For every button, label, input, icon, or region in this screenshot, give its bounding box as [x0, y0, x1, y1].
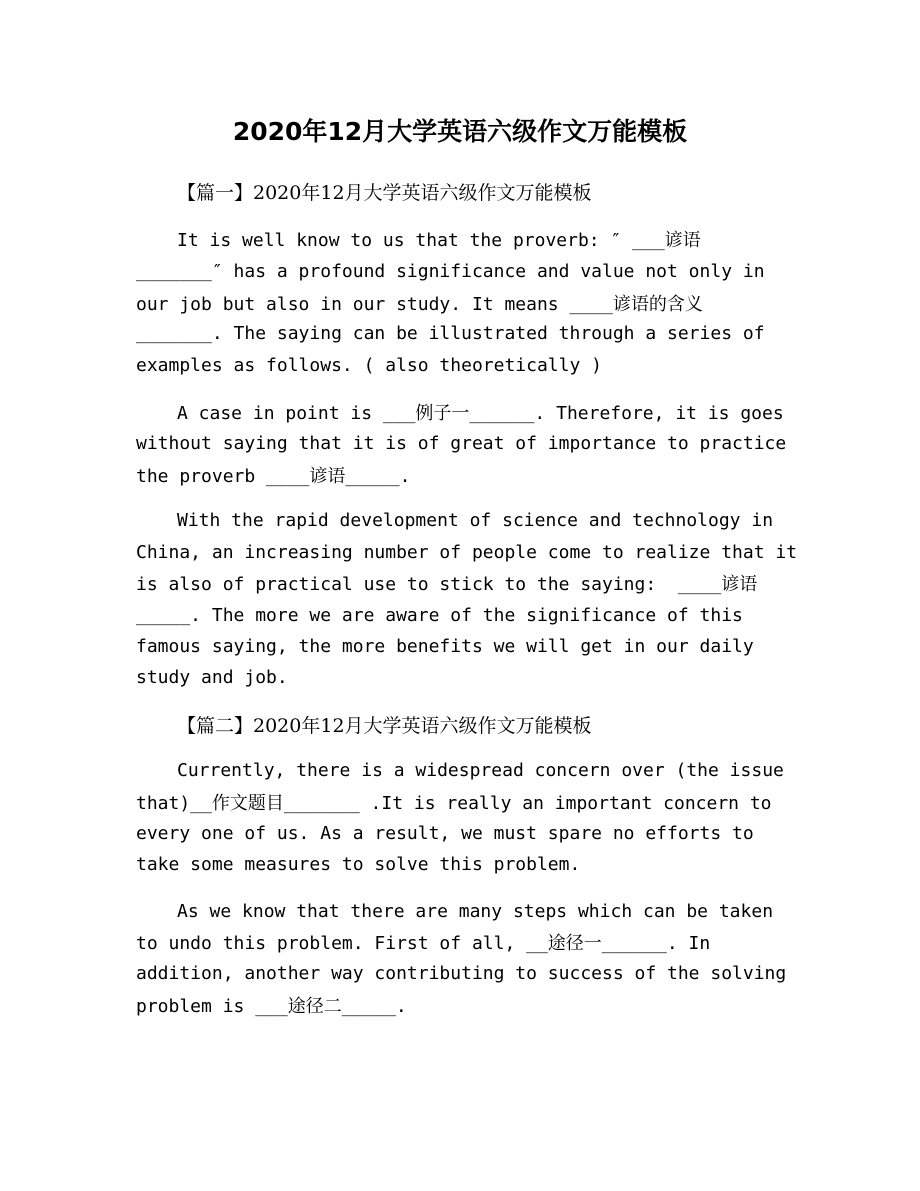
paragraph-line: _______. The saying can be illustrated through a series of [136, 323, 765, 344]
section-heading: 【篇一】2020年12月大学英语六级作文万能模板 [177, 182, 592, 204]
paragraph-line: every one of us. As a result, we must spare no efforts to [136, 823, 754, 844]
paragraph-line: the proverb ____谚语_____. [136, 466, 411, 487]
section-heading: 【篇二】2020年12月大学英语六级作文万能模板 [177, 715, 592, 737]
paragraph-line: With the rapid development of science and technology in [177, 510, 774, 531]
paragraph-line: without saying that it is of great of importance to practice [136, 433, 787, 454]
paragraph-line: Currently, there is a widespread concern over (the issue [177, 760, 784, 781]
paragraph-line: that)__作文题目_______ .It is really an important concern to [136, 793, 772, 814]
paragraph-line: _______″ has a profound significance and value not only in [136, 261, 765, 282]
paragraph-line: problem is ___途径二_____. [136, 996, 407, 1017]
paragraph-line: study and job. [136, 667, 288, 688]
paragraph-line: _____. The more we are aware of the significance of this [136, 605, 743, 626]
paragraph-line: addition, another way contributing to success of the solving [136, 963, 787, 984]
document-title: 2020年12月大学英语六级作文万能模板 [232, 117, 688, 146]
paragraph-line: A case in point is ___例子一______. Therefore, it is goes [177, 403, 784, 424]
paragraph-line: our job but also in our study. It means ____谚语的含义 [136, 294, 703, 315]
paragraph-line: is also of practical use to stick to the saying: ____谚语 [136, 574, 758, 595]
paragraph-line: China, an increasing number of people come to realize that it [136, 542, 798, 563]
paragraph-line: take some measures to solve this problem. [136, 854, 581, 875]
paragraph-line: famous saying, the more benefits we will get in our daily [136, 636, 754, 657]
paragraph-line: examples as follows. ( also theoretically ) [136, 355, 602, 376]
paragraph-line: to undo this problem. First of all, __途径一______. In [136, 933, 711, 954]
paragraph-line: It is well know to us that the proverb: ″ ___谚语 [177, 230, 701, 251]
paragraph-line: As we know that there are many steps which can be taken [177, 901, 774, 922]
